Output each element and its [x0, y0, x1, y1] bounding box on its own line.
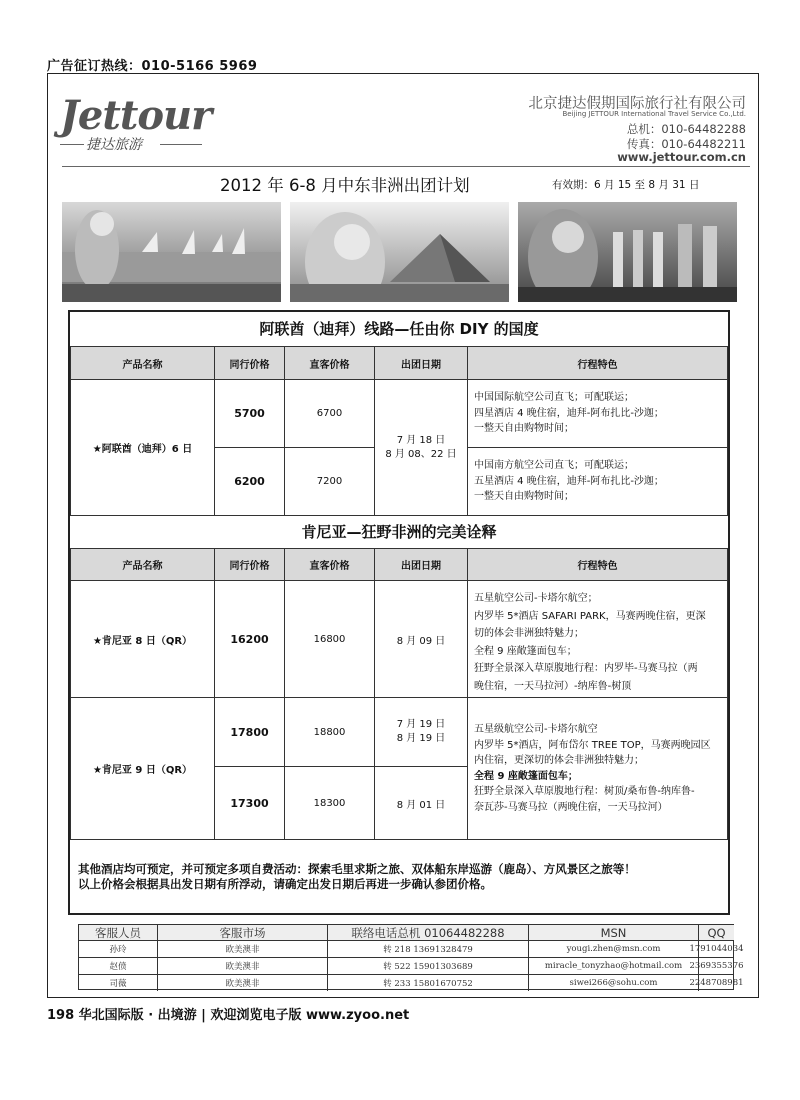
header-peer-price: 同行价格: [214, 548, 285, 581]
header-feature: 行程特色: [467, 346, 728, 380]
uae-feature-1: [474, 390, 664, 437]
company-fax: 传真：010-64482211: [626, 137, 746, 151]
feature-line: 内罗毕 5*酒店，阿布岱尔 TREE TOP，马赛两晚园区: [474, 739, 711, 751]
contact-market: 欧美澳非: [158, 957, 328, 974]
feature-line: 五星航空公司-卡塔尔航空；: [474, 593, 598, 604]
logo-subtitle: 捷达旅游: [86, 137, 142, 153]
logo-rule-right: [160, 144, 202, 145]
contact-name: 赵偾: [79, 957, 158, 974]
uae-date-2: 8 月 08、22 日: [385, 448, 457, 460]
kenya8-direct-price: 16800: [284, 580, 375, 698]
company-name-en: Beijing JETTOUR International Travel Service Co.,Ltd.: [562, 110, 746, 118]
validity-period: 有效期：6 月 15 至 8 月 31 日: [552, 179, 700, 191]
plan-title: 2012 年 6-8 月中东非洲出团计划: [220, 176, 470, 195]
header-feature: 行程特色: [467, 548, 728, 581]
feature-line: 狂野全景深入草原腹地行程：树顶/桑布鲁-纳库鲁-: [474, 786, 695, 797]
header-rule: [62, 166, 750, 167]
uae-date-1: 7 月 18 日: [396, 434, 446, 446]
kenya8-peer-price: 16200: [214, 580, 285, 698]
contact-qq: 2369355376: [699, 957, 734, 974]
uae-direct-price-2: 7200: [284, 447, 375, 516]
feature-line: 一整天自由购物时间；: [474, 491, 574, 502]
kenya9-departure-date-2: 8 月 01 日: [374, 766, 468, 840]
feature-line: 内罗毕 5*酒店 SAFARI PARK，马赛两晚住宿，更深: [474, 610, 706, 622]
kenya9-feature: [474, 722, 711, 815]
kenya9-direct-price-2: 18300: [284, 766, 375, 840]
photo-temple-columns: [518, 202, 737, 302]
kenya9-date-2: 8 月 19 日: [396, 733, 446, 744]
kenya9-product-name: ★肯尼亚 9 日（QR）: [70, 697, 215, 840]
feature-line: 四星酒店 4 晚住宿，迪拜-阿布扎比-沙迦；: [474, 407, 664, 419]
feature-line: 一整天自由购物时间；: [474, 423, 574, 434]
notice-line: 其他酒店均可预定，并可预定多项自费活动：探索毛里求斯之旅、双体船东岸巡游（鹿岛）、方风景区之旅等！: [78, 862, 636, 876]
feature-line: 五星级航空公司-卡塔尔航空: [474, 724, 598, 735]
kenya9-departure-dates-1: [374, 697, 468, 767]
contact-phone: 转 522 15901303689: [328, 957, 529, 974]
uae-peer-price-2: 6200: [214, 447, 285, 516]
contact-msn[interactable]: siwei266@sohu.com: [529, 974, 699, 991]
kenya9-peer-price-2: 17300: [214, 766, 285, 840]
kenya8-feature: [474, 590, 706, 695]
header-product: 产品名称: [70, 548, 215, 581]
contact-msn[interactable]: miracle_tonyzhao@hotmail.com: [529, 957, 699, 974]
company-name-cn: 北京捷达假期国际旅行社有限公司: [528, 96, 746, 112]
header-direct-price: 直客价格: [284, 548, 375, 581]
header-peer-price: 同行价格: [214, 346, 285, 380]
kenya9-date-1: 7 月 19 日: [396, 719, 446, 730]
feature-line: 内住宿，更深切的体会非洲独特魅力；: [474, 755, 644, 766]
contact-phone: 转 233 15801670752: [328, 974, 529, 991]
feature-line: 中国国际航空公司直飞；可配联运；: [474, 392, 634, 403]
header-direct-price: 直客价格: [284, 346, 375, 380]
photo-nile-boats: [62, 202, 281, 302]
feature-line: 奈瓦莎-马赛马拉（两晚住宿，一天马拉河）: [474, 801, 668, 813]
photo-pyramid: [290, 202, 509, 302]
logo-rule-left: [60, 144, 84, 145]
kenya8-departure-date: 8 月 09 日: [374, 580, 468, 698]
kenya9-peer-price-1: 17800: [214, 697, 285, 767]
kenya-section-title: 肯尼亚—狂野非洲的完美诠释: [301, 523, 497, 541]
company-website[interactable]: www.jettour.com.cn: [617, 150, 746, 164]
kenya8-product-name: ★肯尼亚 8 日（QR）: [70, 580, 215, 698]
uae-product-name: ★阿联酋（迪拜）6 日: [70, 379, 215, 516]
contact-qq: 2248708981: [699, 974, 734, 991]
contact-qq: 1791044034: [699, 940, 734, 957]
ad-hotline: 广告征订热线：010-5166 5969: [47, 59, 258, 74]
contact-table: [78, 924, 744, 990]
contact-header-msn: MSN: [529, 925, 699, 940]
feature-line: 中国南方航空公司直飞；可配联运；: [474, 460, 634, 471]
feature-line: 全程 9 座敞篷面包车；: [474, 645, 577, 657]
contact-msn[interactable]: yougi.zhen@msn.com: [529, 940, 699, 957]
contact-header-staff: 客服人员: [79, 925, 158, 940]
contact-phone: 转 218 13691328479: [328, 940, 529, 957]
contact-name: 司薇: [79, 974, 158, 991]
jettour-logo: Jettour: [60, 92, 212, 139]
uae-section-title: 阿联酋（迪拜）线路—任由你 DIY 的国度: [259, 320, 539, 338]
notice-line: 以上价格会根据具出发日期有所浮动，请确定出发日期后再进一步确认参团价格。: [78, 877, 492, 891]
uae-departure-dates: [374, 379, 468, 516]
page-footer: 198 华北国际版 · 出境游 | 欢迎浏览电子版 www.zyoo.net: [47, 1008, 410, 1023]
uae-direct-price-1: 6700: [284, 379, 375, 448]
kenya9-direct-price-1: 18800: [284, 697, 375, 767]
uae-feature-2: [474, 458, 664, 505]
uae-peer-price-1: 5700: [214, 379, 285, 448]
header-product: 产品名称: [70, 346, 215, 380]
contact-market: 欧美澳非: [158, 974, 328, 991]
feature-line: 狂野全景深入草原腹地行程：内罗毕-马赛马拉（两: [474, 663, 698, 674]
feature-line: 切的体会非洲独特魅力；: [474, 628, 584, 639]
contact-market: 欧美澳非: [158, 940, 328, 957]
contact-header-phone: 联络电话总机 01064482288: [328, 925, 529, 940]
contact-name: 孙玲: [79, 940, 158, 957]
booking-notice: [78, 862, 636, 892]
feature-line: 五星酒店 4 晚住宿，迪拜-阿布扎比-沙迦；: [474, 475, 664, 487]
contact-header-qq: QQ: [699, 925, 734, 940]
company-tel: 总机：010-64482288: [626, 122, 746, 136]
header-departure-date: 出团日期: [374, 346, 468, 380]
contact-header-market: 客服市场: [158, 925, 328, 940]
feature-line: 晚住宿，一天马拉河）-纳库鲁-树顶: [474, 680, 632, 692]
header-departure-date: 出团日期: [374, 548, 468, 581]
feature-line: 全程 9 座敞篷面包车；: [474, 770, 578, 782]
